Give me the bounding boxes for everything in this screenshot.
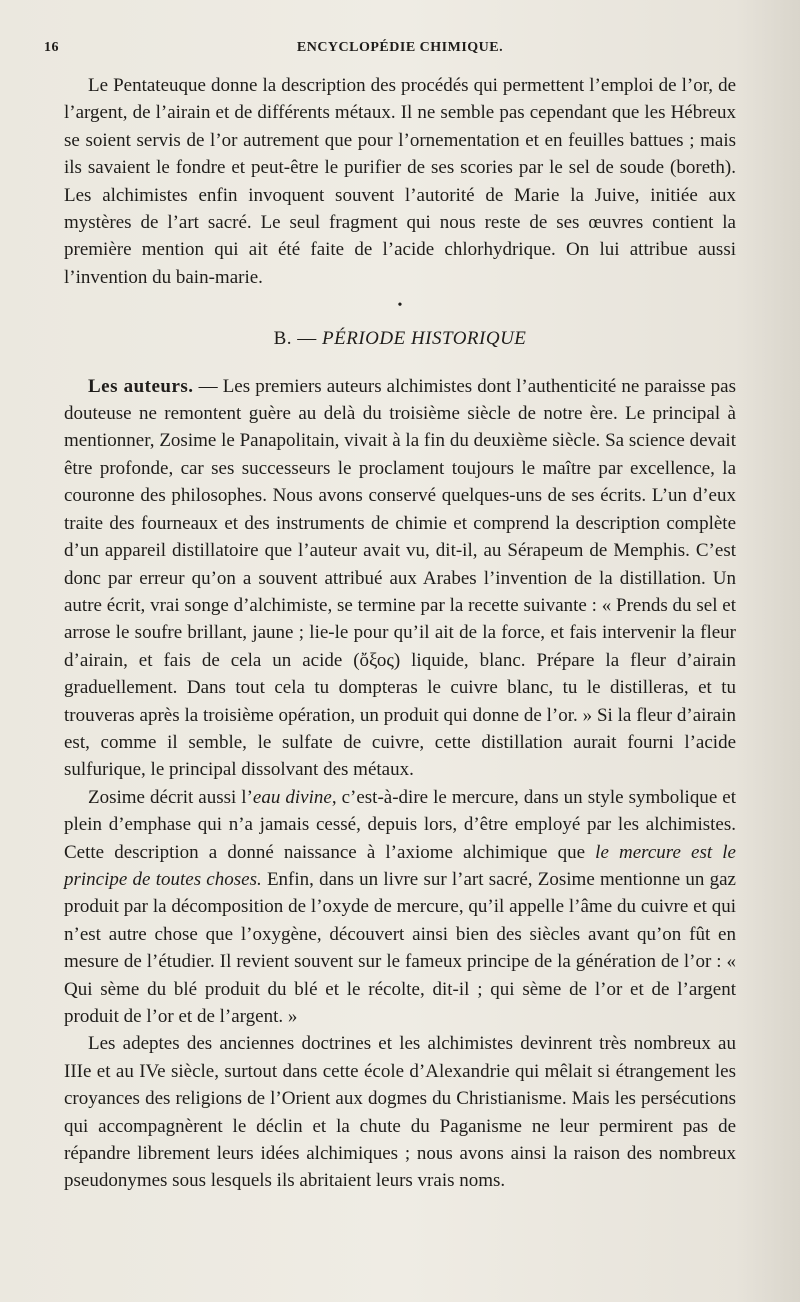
paragraph-lead-in: Les auteurs. — [88, 375, 194, 397]
paragraph-zosime — [64, 784, 736, 1031]
paragraph-zosime-part-3: Enfin, dans un livre sur l’art sacré, Zosime mentionne un gaz produit par la décomposition de l’oxyde de mercure, qu’il appelle l’âme du cuivre et qui n’est autre chose que l’oxygène, découvert ainsi bien des siècles avant qu’on fût en mesure de l’étudier. Il revient souvent sur le fameux principe de la génération de l’or : « Qui sème du blé produit du blé et le récolte, dit-il ; qui sème de l’or et de l’argent produit de l’or et de l’argent. » — [64, 868, 736, 1027]
paragraph-adeptes: Les adeptes des anciennes doctrines et les alchimistes devinrent très nombreux au IIIe et au IVe siècle, surtout dans cette école d’Alexandrie qui mêlait si étrangement les croyances des religions de l’Orient aux dogmes du Christianisme. Mais les persécutions qui accompagnèrent le déclin et la chute du Paganisme ne leur permirent pas de répandre librement leurs idées alchimiques ; nous avons ainsi la raison des nombreux pseudonymes sous lesquels ils abritaient leurs vrais noms. — [64, 1033, 736, 1192]
page-number: 16 — [44, 40, 59, 55]
italic-eau-divine: eau divine — [252, 786, 332, 808]
section-title: PÉRIODE HISTORIQUE — [322, 328, 527, 350]
intro-paragraph: Le Pentateuque donne la description des procédés qui permettent l’emploi de l’or, de l’argent, de l’airain et de différents métaux. Il ne semble pas cependant que les Hébreux se soient servis de l’or autrement que pour l’ornementation et en feuilles battues ; mais ils savaient le fondre et peut-être le purifier de ses scories par le sel de soude (boreth). Les alchimistes enfin invoquent souvent l’autorité de Marie la Juive, initiée aux mystères de l’art sacré. Le seul fragment qui nous reste de ses œuvres contient la première mention qui ait été faite de l’acide chlorhydrique. On lui attribue aussi l’invention du bain-marie. — [64, 75, 736, 288]
separator-dot: • — [397, 298, 403, 314]
paragraph-zosime-part-1: Zosime décrit aussi l’ — [88, 786, 253, 808]
body-text — [64, 72, 736, 1195]
paragraph-zosime-part-2: , c’est-à-dire le mercure, dans un style symbolique et plein d’emphase qui n’a jamais cessé, depuis lors, d’être employé par les alchimistes. Cette description a donné naissance à l’axiome alchimique que — [64, 786, 737, 863]
section-number: B. — — [273, 328, 317, 350]
section-heading — [64, 325, 736, 352]
paragraph-authors — [64, 373, 736, 784]
italic-axiom: le mercure est le principe de toutes choses. — [64, 841, 736, 890]
paragraph-authors-text: — Les premiers auteurs alchimistes dont l’authenticité ne paraisse pas douteuse ne remontent guère au delà du troisième siècle de notre ère. Le principal à mentionner, Zosime le Panapolitain, vivait à la fin du deuxième siècle. Sa science devait être profonde, car ses successeurs le proclament toujours le maître par excellence, la couronne des philosophes. Nous avons conservé quelques-uns de ses écrits. L’un d’eux traite des fourneaux et des instruments de chimie et comprend la description complète d’un appareil distillatoire que l’auteur avait vu, dit-il, au Sérapeum de Memphis. C’est donc par erreur qu’on a souvent attribué aux Arabes l’invention de la distillation. Un autre écrit, vrai songe d’alchimiste, se termine par la recette suivante : « Prends du sel et arrose le soufre brillant, jaune ; lie-le pour qu’il ait de la force, et fais intervenir la fleur d’airain, et fais de cela un acide (ὄξος) liquide, blanc. Prépare la fleur d’airain graduellement. Dans tout cela tu dompteras le cuivre blanc, tu le distilleras, et tu trouveras après la troisième opération, un produit qui donne de l’or. » Si la fleur d’airain est, comme il semble, le sulfate de cuivre, cette distillation aurait fourni l’acide sulfurique, le principal dissolvant des métaux. — [64, 375, 736, 781]
running-head — [44, 40, 736, 62]
running-title: ENCYCLOPÉDIE CHIMIQUE. — [296, 40, 504, 55]
